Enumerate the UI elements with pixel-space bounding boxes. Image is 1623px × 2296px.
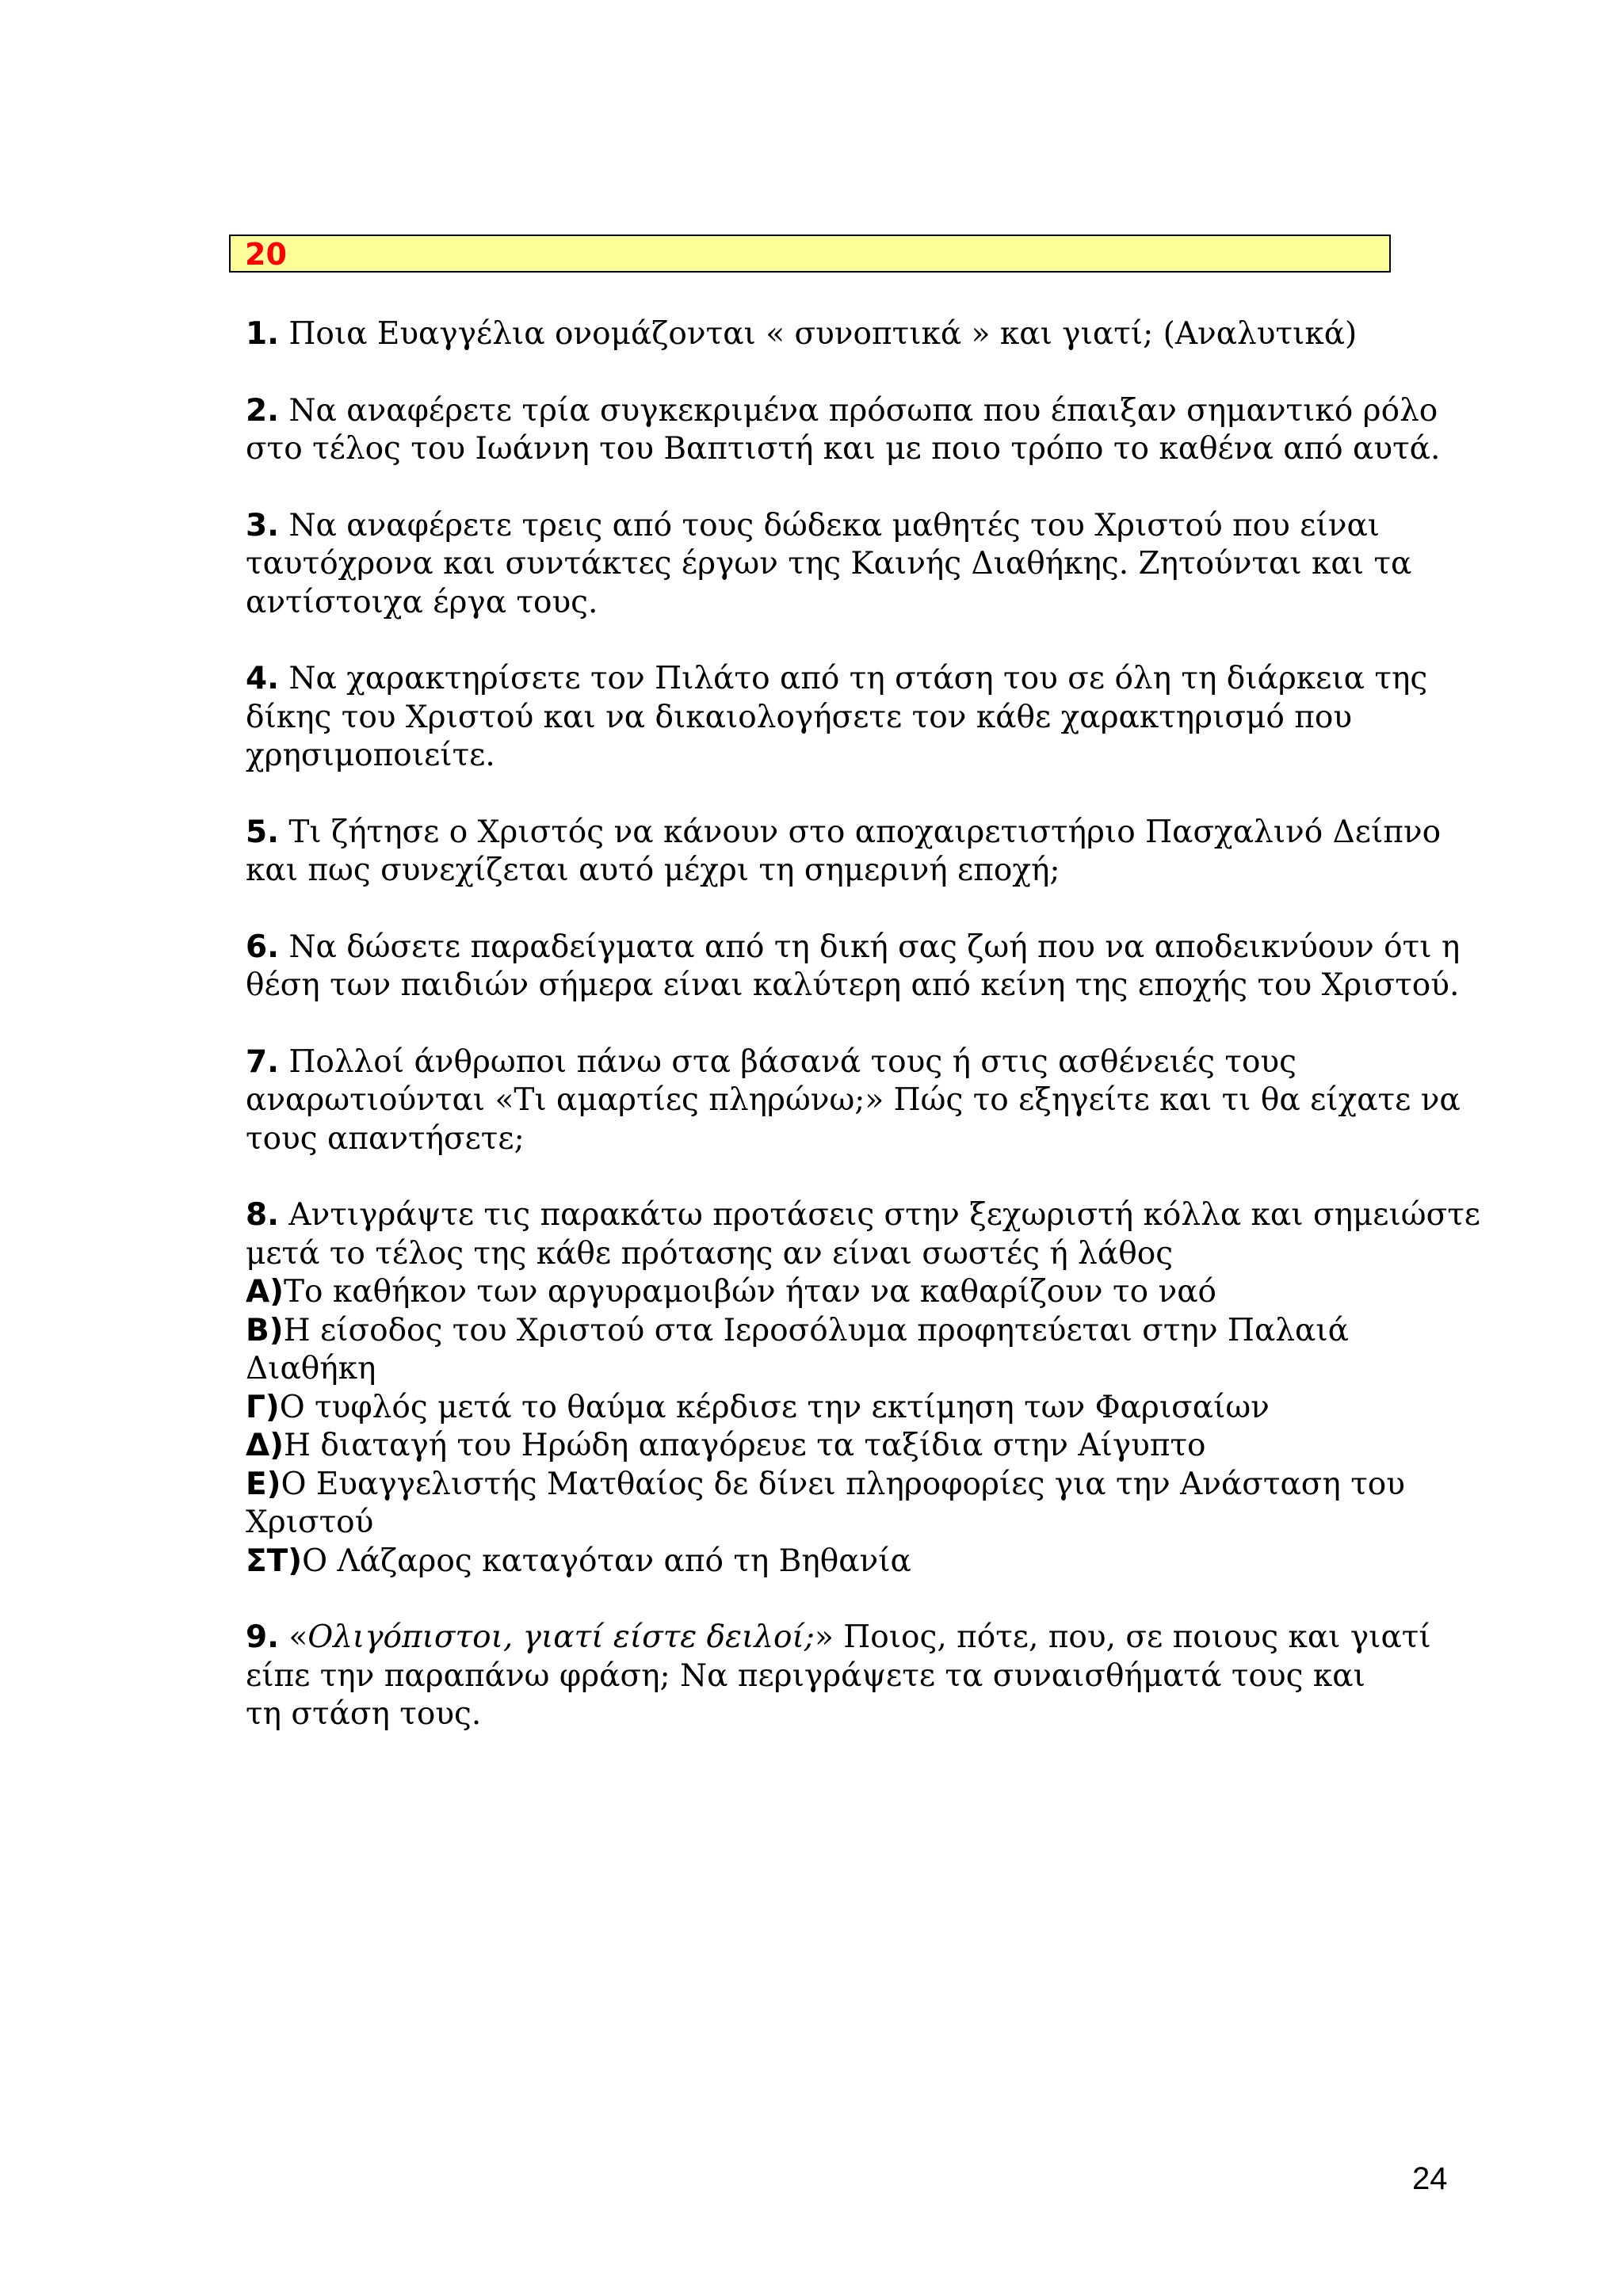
question-text: στο τέλος του Ιωάννη του Βαπτιστή και με ποιο τρόπο το καθένα από αυτά. bbox=[246, 431, 1441, 467]
question-number: 5. bbox=[246, 814, 279, 850]
question-text: αντίστοιχα έργα τους. bbox=[246, 584, 598, 620]
statement-st bbox=[246, 1543, 1450, 1581]
question-text: Αντιγράψτε τις παρακάτω προτάσεις στην ξεχωριστή κόλλα και σημειώστε bbox=[278, 1197, 1480, 1233]
statement-text: Ο τυφλός μετά το θαύμα κέρδισε την εκτίμηση των Φαρισαίων bbox=[279, 1389, 1270, 1425]
question-number: 3. bbox=[246, 507, 279, 543]
question-number: 6. bbox=[246, 929, 279, 965]
open-quote: « bbox=[278, 1619, 308, 1655]
page-number: 24 bbox=[1412, 2161, 1448, 2196]
section-number: 20 bbox=[245, 237, 287, 272]
question-line bbox=[246, 929, 1461, 967]
statement-c bbox=[246, 1389, 1450, 1428]
question-text: Να αναφέρετε τρεις από τους δώδεκα μαθητές του Χριστού που είναι bbox=[278, 507, 1381, 543]
question-1 bbox=[246, 315, 1450, 354]
question-number: 1. bbox=[246, 316, 279, 352]
question-8 bbox=[246, 1196, 1480, 1581]
statement-letter: Α) bbox=[246, 1274, 285, 1310]
question-text: Τι ζήτησε ο Χριστός να κάνουν στο αποχαιρετιστήριο Πασχαλινό Δείπνο bbox=[278, 814, 1442, 850]
statement-text: Ο Λάζαρος καταγόταν από τη Βηθανία bbox=[302, 1543, 911, 1579]
question-line bbox=[246, 1619, 1450, 1657]
statement-e bbox=[246, 1466, 1450, 1505]
statement-letter: Γ) bbox=[246, 1389, 280, 1425]
question-text: Να δώσετε παραδείγματα από τη δική σας ζωή που να αποδεικνύουν ότι η bbox=[278, 929, 1461, 965]
statement-a bbox=[246, 1273, 1450, 1312]
questions-list bbox=[246, 315, 1480, 1772]
question-number: 9. bbox=[246, 1619, 279, 1655]
statement-letter: Δ) bbox=[246, 1428, 285, 1463]
question-text: θέση των παιδιών σήμερα είναι καλύτερη από κείνη της εποχής του Χριστού. bbox=[246, 967, 1460, 1003]
question-9 bbox=[246, 1619, 1450, 1734]
question-4 bbox=[246, 660, 1450, 776]
question-number: 2. bbox=[246, 392, 279, 429]
statement-text: Το καθήκον των αργυραμοιβών ήταν να καθαρίζουν το ναό bbox=[284, 1274, 1217, 1310]
statement-text: Η διαταγή του Ηρώδη απαγόρευε τα ταξίδια στην Αίγυπτο bbox=[284, 1428, 1206, 1463]
question-number: 7. bbox=[246, 1043, 279, 1080]
question-line bbox=[246, 507, 1450, 546]
question-text: τη στάση τους. bbox=[246, 1696, 482, 1732]
statement-letter: ΣΤ) bbox=[246, 1543, 303, 1579]
statement-d bbox=[246, 1427, 1450, 1466]
question-line bbox=[246, 315, 1450, 354]
question-7 bbox=[246, 1043, 1461, 1159]
question-line bbox=[246, 1196, 1480, 1235]
question-text: και πως συνεχίζεται αυτό μέχρι τη σημερινή εποχή; bbox=[246, 852, 1060, 888]
question-text: αναρωτιούνται «Τι αμαρτίες πληρώνω;» Πώς το εξηγείτε και τι θα είχατε να bbox=[246, 1082, 1461, 1118]
question-line bbox=[246, 1043, 1450, 1082]
question-text: ταυτόχρονα και συντάκτες έργων της Καινής Διαθήκης. Ζητούνται και τα bbox=[246, 546, 1412, 582]
question-line bbox=[246, 392, 1450, 431]
statement-letter: Β) bbox=[246, 1312, 284, 1348]
statement-b bbox=[246, 1312, 1450, 1351]
question-text: Πολλοί άνθρωποι πάνω στα βάσανά τους ή στις ασθένειές τους bbox=[278, 1043, 1296, 1080]
question-text: Ποια Ευαγγέλια ονομάζονται « συνοπτικά » και γιατί; (Αναλυτικά) bbox=[278, 316, 1358, 352]
statement-text: Ο Ευαγγελιστής Ματθαίος δε δίνει πληροφορίες για την Ανάσταση του bbox=[281, 1466, 1405, 1502]
question-text: μετά το τέλος της κάθε πρότασης αν είναι σωστές ή λάθος bbox=[246, 1235, 1174, 1272]
question-text: χρησιμοποιείτε. bbox=[246, 738, 495, 773]
question-text: δίκης του Χριστού και να δικαιολογήσετε τον κάθε χαρακτηρισμό που bbox=[246, 699, 1353, 735]
question-5 bbox=[246, 814, 1450, 891]
statement-text: Διαθήκη bbox=[246, 1351, 376, 1386]
question-6 bbox=[246, 929, 1461, 1005]
statement-letter: Ε) bbox=[246, 1466, 281, 1502]
quoted-phrase: Ολιγόπιστοι, γιατί είστε δειλοί; bbox=[307, 1619, 815, 1655]
question-3 bbox=[246, 507, 1450, 623]
question-line bbox=[246, 660, 1450, 699]
question-number: 4. bbox=[246, 661, 279, 696]
section-header-box bbox=[229, 235, 1391, 273]
statement-text: Χριστού bbox=[246, 1505, 374, 1540]
question-number: 8. bbox=[246, 1197, 279, 1233]
statement-text: Η είσοδος του Χριστού στα Ιεροσόλυμα προφητεύεται στην Παλαιά bbox=[283, 1312, 1349, 1348]
question-text: Να χαρακτηρίσετε τον Πιλάτο από τη στάση του σε όλη τη διάρκεια της bbox=[278, 661, 1428, 696]
question-text: Να αναφέρετε τρία συγκεκριμένα πρόσωπα που έπαιξαν σημαντικό ρόλο bbox=[278, 392, 1438, 429]
question-text: είπε την παραπάνω φράση; Να περιγράψετε τα συναισθήματά τους και bbox=[246, 1657, 1365, 1694]
question-text: τους απαντήσετε; bbox=[246, 1120, 525, 1157]
question-2 bbox=[246, 392, 1450, 469]
question-text: » Ποιος, πότε, που, σε ποιους και γιατί bbox=[814, 1619, 1431, 1655]
question-line bbox=[246, 814, 1450, 852]
